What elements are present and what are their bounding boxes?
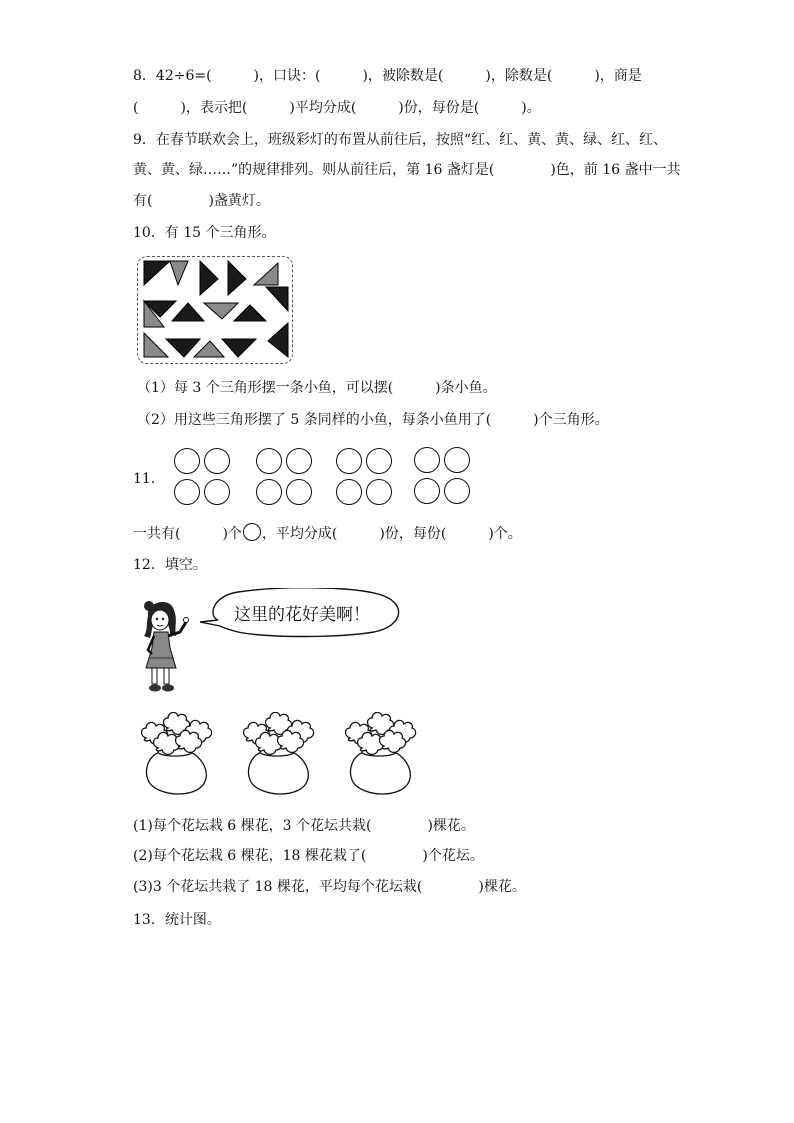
circle xyxy=(174,479,200,505)
q11-text-b: ，平均分成( )份，每份( )个。 xyxy=(261,526,522,542)
q9-line3: 有( )盏黄灯。 xyxy=(133,193,270,209)
circle xyxy=(286,479,312,505)
triangle xyxy=(144,261,170,285)
triangle xyxy=(268,323,288,357)
circle xyxy=(204,479,230,505)
circle xyxy=(174,448,200,474)
triangle xyxy=(204,303,238,319)
triangle xyxy=(166,339,200,357)
q12-sub1: (1)每个花坛栽 6 棵花，3 个花坛共栽( )棵花。 xyxy=(133,818,475,834)
flower-pot-2 xyxy=(240,712,318,796)
q8-line1: 8．42÷6=( )，口诀：( )，被除数是( )，除数是( )，商是 xyxy=(133,68,642,84)
circle xyxy=(204,448,230,474)
q12-sub2: (2)每个花坛栽 6 棵花，18 棵花栽了( )个花坛。 xyxy=(133,848,484,864)
q8-line2: ( )，表示把( )平均分成( )份，每份是( )。 xyxy=(133,100,541,116)
circle xyxy=(444,447,470,473)
q9-line1: 9．在春节联欢会上，班级彩灯的布置从前往后，按照“红、红、黄、黄、绿、红、红、 xyxy=(133,132,668,148)
q9-line2: 黄、黄、绿……”的规律排列。则从前往后，第 16 盏灯是( )色，前 16 盏中一共 xyxy=(133,162,681,178)
circle xyxy=(336,448,362,474)
triangle xyxy=(266,287,288,311)
q10-sub1: （1）每 3 个三角形摆一条小鱼，可以摆( )条小鱼。 xyxy=(137,380,497,396)
circle xyxy=(414,447,440,473)
triangle xyxy=(170,261,188,285)
circle xyxy=(336,479,362,505)
circle-icon xyxy=(243,523,261,541)
triangle xyxy=(234,305,266,321)
q11-label: 11． xyxy=(133,471,165,487)
triangles-box xyxy=(137,256,293,364)
triangle xyxy=(228,261,246,295)
circle xyxy=(366,448,392,474)
circle xyxy=(414,478,440,504)
circle xyxy=(444,478,470,504)
triangles-figure xyxy=(138,257,294,365)
girl-illustration xyxy=(140,598,192,696)
flower-pot-3 xyxy=(342,712,420,796)
speech-text: 这里的花好美啊！ xyxy=(234,605,370,625)
q11-text-a: 一共有( )个 xyxy=(133,526,242,542)
triangle xyxy=(254,263,278,285)
circle xyxy=(366,479,392,505)
circle xyxy=(286,448,312,474)
triangle xyxy=(222,339,256,357)
circle xyxy=(256,448,282,474)
q12-title: 12．填空。 xyxy=(133,557,207,573)
q10-sub2: （2）用这些三角形摆了 5 条同样的小鱼，每条小鱼用了( )个三角形。 xyxy=(137,412,609,428)
circle xyxy=(256,479,282,505)
triangle xyxy=(144,333,168,357)
q13-title: 13．统计图。 xyxy=(133,912,221,928)
q12-sub3: (3)3 个花坛共栽了 18 棵花，平均每个花坛栽( )棵花。 xyxy=(133,879,526,895)
flower-pot-1 xyxy=(138,712,216,796)
q11-question xyxy=(133,523,522,544)
triangle xyxy=(194,341,224,357)
triangle xyxy=(200,261,218,295)
triangle xyxy=(172,303,204,321)
q10-title: 10．有 15 个三角形。 xyxy=(133,225,276,241)
